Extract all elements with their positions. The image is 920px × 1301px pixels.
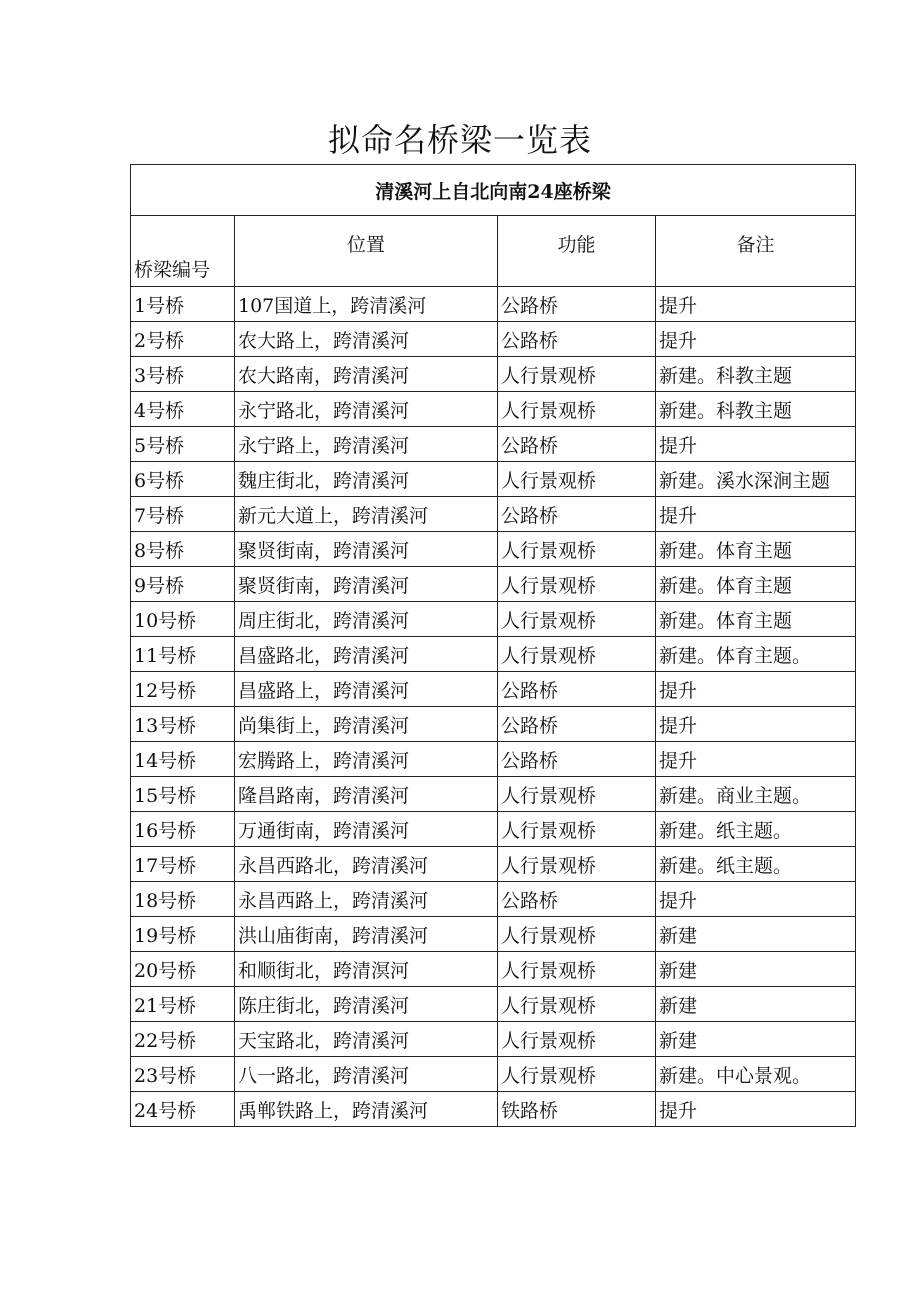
cell-function: 人行景观桥 xyxy=(498,1022,656,1057)
cell-id: 11号桥 xyxy=(131,637,235,672)
cell-notes: 提升 xyxy=(656,672,856,707)
cell-notes: 新建 xyxy=(656,1022,856,1057)
cell-function: 公路桥 xyxy=(498,882,656,917)
table-row xyxy=(131,742,856,777)
cell-function: 人行景观桥 xyxy=(498,357,656,392)
cell-function: 人行景观桥 xyxy=(498,392,656,427)
cell-location: 永宁路北，跨清溪河 xyxy=(235,392,498,427)
cell-id: 22号桥 xyxy=(131,1022,235,1057)
page-title: 拟命名桥梁一览表 xyxy=(327,121,592,159)
table-row xyxy=(131,987,856,1022)
cell-function: 公路桥 xyxy=(498,707,656,742)
cell-notes: 新建。纸主题。 xyxy=(656,812,856,847)
cell-id: 16号桥 xyxy=(131,812,235,847)
cell-function: 人行景观桥 xyxy=(498,1057,656,1092)
cell-id: 18号桥 xyxy=(131,882,235,917)
cell-function: 人行景观桥 xyxy=(498,602,656,637)
table-row xyxy=(131,882,856,917)
cell-notes: 新建。纸主题。 xyxy=(656,847,856,882)
cell-notes: 新建 xyxy=(656,952,856,987)
table-row xyxy=(131,672,856,707)
cell-location: 陈庄街北，跨清溪河 xyxy=(235,987,498,1022)
cell-location: 昌盛路上，跨清溪河 xyxy=(235,672,498,707)
cell-function: 人行景观桥 xyxy=(498,847,656,882)
cell-function: 人行景观桥 xyxy=(498,987,656,1022)
table-row xyxy=(131,917,856,952)
cell-notes: 提升 xyxy=(656,1092,856,1127)
cell-id: 3号桥 xyxy=(131,357,235,392)
cell-id: 5号桥 xyxy=(131,427,235,462)
cell-id: 10号桥 xyxy=(131,602,235,637)
cell-location: 永昌西路上，跨清溪河 xyxy=(235,882,498,917)
cell-location: 魏庄街北，跨清溪河 xyxy=(235,462,498,497)
cell-location: 新元大道上，跨清溪河 xyxy=(235,497,498,532)
cell-notes: 新建。体育主题 xyxy=(656,567,856,602)
cell-function: 人行景观桥 xyxy=(498,812,656,847)
cell-location: 八一路北，跨清溪河 xyxy=(235,1057,498,1092)
cell-function: 人行景观桥 xyxy=(498,637,656,672)
table-row xyxy=(131,1022,856,1057)
cell-location: 天宝路北，跨清溪河 xyxy=(235,1022,498,1057)
table-row xyxy=(131,1092,856,1127)
cell-id: 8号桥 xyxy=(131,532,235,567)
cell-location: 禹郸铁路上，跨清溪河 xyxy=(235,1092,498,1127)
header-location: 位置 xyxy=(235,208,498,279)
table-body xyxy=(131,287,856,1127)
table-row xyxy=(131,847,856,882)
cell-function: 公路桥 xyxy=(498,742,656,777)
cell-function: 公路桥 xyxy=(498,322,656,357)
table-row xyxy=(131,497,856,532)
cell-notes: 提升 xyxy=(656,322,856,357)
cell-function: 人行景观桥 xyxy=(498,567,656,602)
cell-notes: 新建。体育主题。 xyxy=(656,637,856,672)
cell-location: 永宁路上，跨清溪河 xyxy=(235,427,498,462)
cell-location: 107国道上，跨清溪河 xyxy=(235,287,498,322)
cell-location: 聚贤街南，跨清溪河 xyxy=(235,532,498,567)
header-id: 桥梁编号 xyxy=(131,216,235,287)
cell-id: 2号桥 xyxy=(131,322,235,357)
bridge-table xyxy=(130,164,856,1127)
cell-location: 永昌西路北，跨清溪河 xyxy=(235,847,498,882)
cell-notes: 提升 xyxy=(656,882,856,917)
table-row xyxy=(131,567,856,602)
cell-notes: 提升 xyxy=(656,287,856,322)
table-row xyxy=(131,637,856,672)
header-notes: 备注 xyxy=(656,208,856,279)
cell-id: 19号桥 xyxy=(131,917,235,952)
cell-function: 人行景观桥 xyxy=(498,532,656,567)
cell-notes: 提升 xyxy=(656,707,856,742)
table-row xyxy=(131,777,856,812)
cell-function: 人行景观桥 xyxy=(498,462,656,497)
table-row xyxy=(131,322,856,357)
cell-notes: 新建。体育主题 xyxy=(656,532,856,567)
cell-notes: 提升 xyxy=(656,497,856,532)
table-row xyxy=(131,462,856,497)
cell-location: 昌盛路北，跨清溪河 xyxy=(235,637,498,672)
cell-location: 聚贤街南，跨清溪河 xyxy=(235,567,498,602)
cell-id: 14号桥 xyxy=(131,742,235,777)
table-row xyxy=(131,602,856,637)
cell-function: 人行景观桥 xyxy=(498,952,656,987)
cell-function: 公路桥 xyxy=(498,672,656,707)
cell-notes: 新建。科教主题 xyxy=(656,392,856,427)
cell-function: 公路桥 xyxy=(498,427,656,462)
cell-notes: 提升 xyxy=(656,742,856,777)
table-row xyxy=(131,532,856,567)
cell-id: 13号桥 xyxy=(131,707,235,742)
table-row xyxy=(131,952,856,987)
cell-id: 23号桥 xyxy=(131,1057,235,1092)
cell-location: 周庄街北，跨清溪河 xyxy=(235,602,498,637)
table-row xyxy=(131,707,856,742)
cell-notes: 新建 xyxy=(656,917,856,952)
table-row xyxy=(131,427,856,462)
table-caption: 清溪河上自北向南24座桥梁 xyxy=(131,165,856,216)
table-row xyxy=(131,1057,856,1092)
cell-notes: 提升 xyxy=(656,427,856,462)
cell-notes: 新建。体育主题 xyxy=(656,602,856,637)
header-row xyxy=(131,216,856,287)
table-row xyxy=(131,287,856,322)
cell-id: 20号桥 xyxy=(131,952,235,987)
cell-id: 21号桥 xyxy=(131,987,235,1022)
cell-id: 12号桥 xyxy=(131,672,235,707)
cell-notes: 新建。商业主题。 xyxy=(656,777,856,812)
cell-notes: 新建。科教主题 xyxy=(656,357,856,392)
cell-id: 9号桥 xyxy=(131,567,235,602)
cell-id: 7号桥 xyxy=(131,497,235,532)
cell-location: 农大路南，跨清溪河 xyxy=(235,357,498,392)
cell-location: 农大路上，跨清溪河 xyxy=(235,322,498,357)
cell-id: 17号桥 xyxy=(131,847,235,882)
cell-id: 24号桥 xyxy=(131,1092,235,1127)
cell-location: 洪山庙街南，跨清溪河 xyxy=(235,917,498,952)
cell-id: 4号桥 xyxy=(131,392,235,427)
table-row xyxy=(131,812,856,847)
cell-location: 和顺街北，跨清溟河 xyxy=(235,952,498,987)
header-function: 功能 xyxy=(498,208,656,279)
table-row xyxy=(131,357,856,392)
table-row xyxy=(131,392,856,427)
cell-location: 万通街南，跨清溪河 xyxy=(235,812,498,847)
cell-function: 人行景观桥 xyxy=(498,777,656,812)
cell-location: 尚集街上，跨清溪河 xyxy=(235,707,498,742)
cell-id: 15号桥 xyxy=(131,777,235,812)
cell-function: 铁路桥 xyxy=(498,1092,656,1127)
cell-notes: 新建。中心景观。 xyxy=(656,1057,856,1092)
cell-location: 隆昌路南，跨清溪河 xyxy=(235,777,498,812)
cell-function: 人行景观桥 xyxy=(498,917,656,952)
cell-id: 1号桥 xyxy=(131,287,235,322)
cell-notes: 新建 xyxy=(656,987,856,1022)
cell-function: 公路桥 xyxy=(498,497,656,532)
cell-notes: 新建。溪水深涧主题 xyxy=(656,462,856,497)
cell-id: 6号桥 xyxy=(131,462,235,497)
cell-location: 宏腾路上，跨清溪河 xyxy=(235,742,498,777)
cell-function: 公路桥 xyxy=(498,287,656,322)
